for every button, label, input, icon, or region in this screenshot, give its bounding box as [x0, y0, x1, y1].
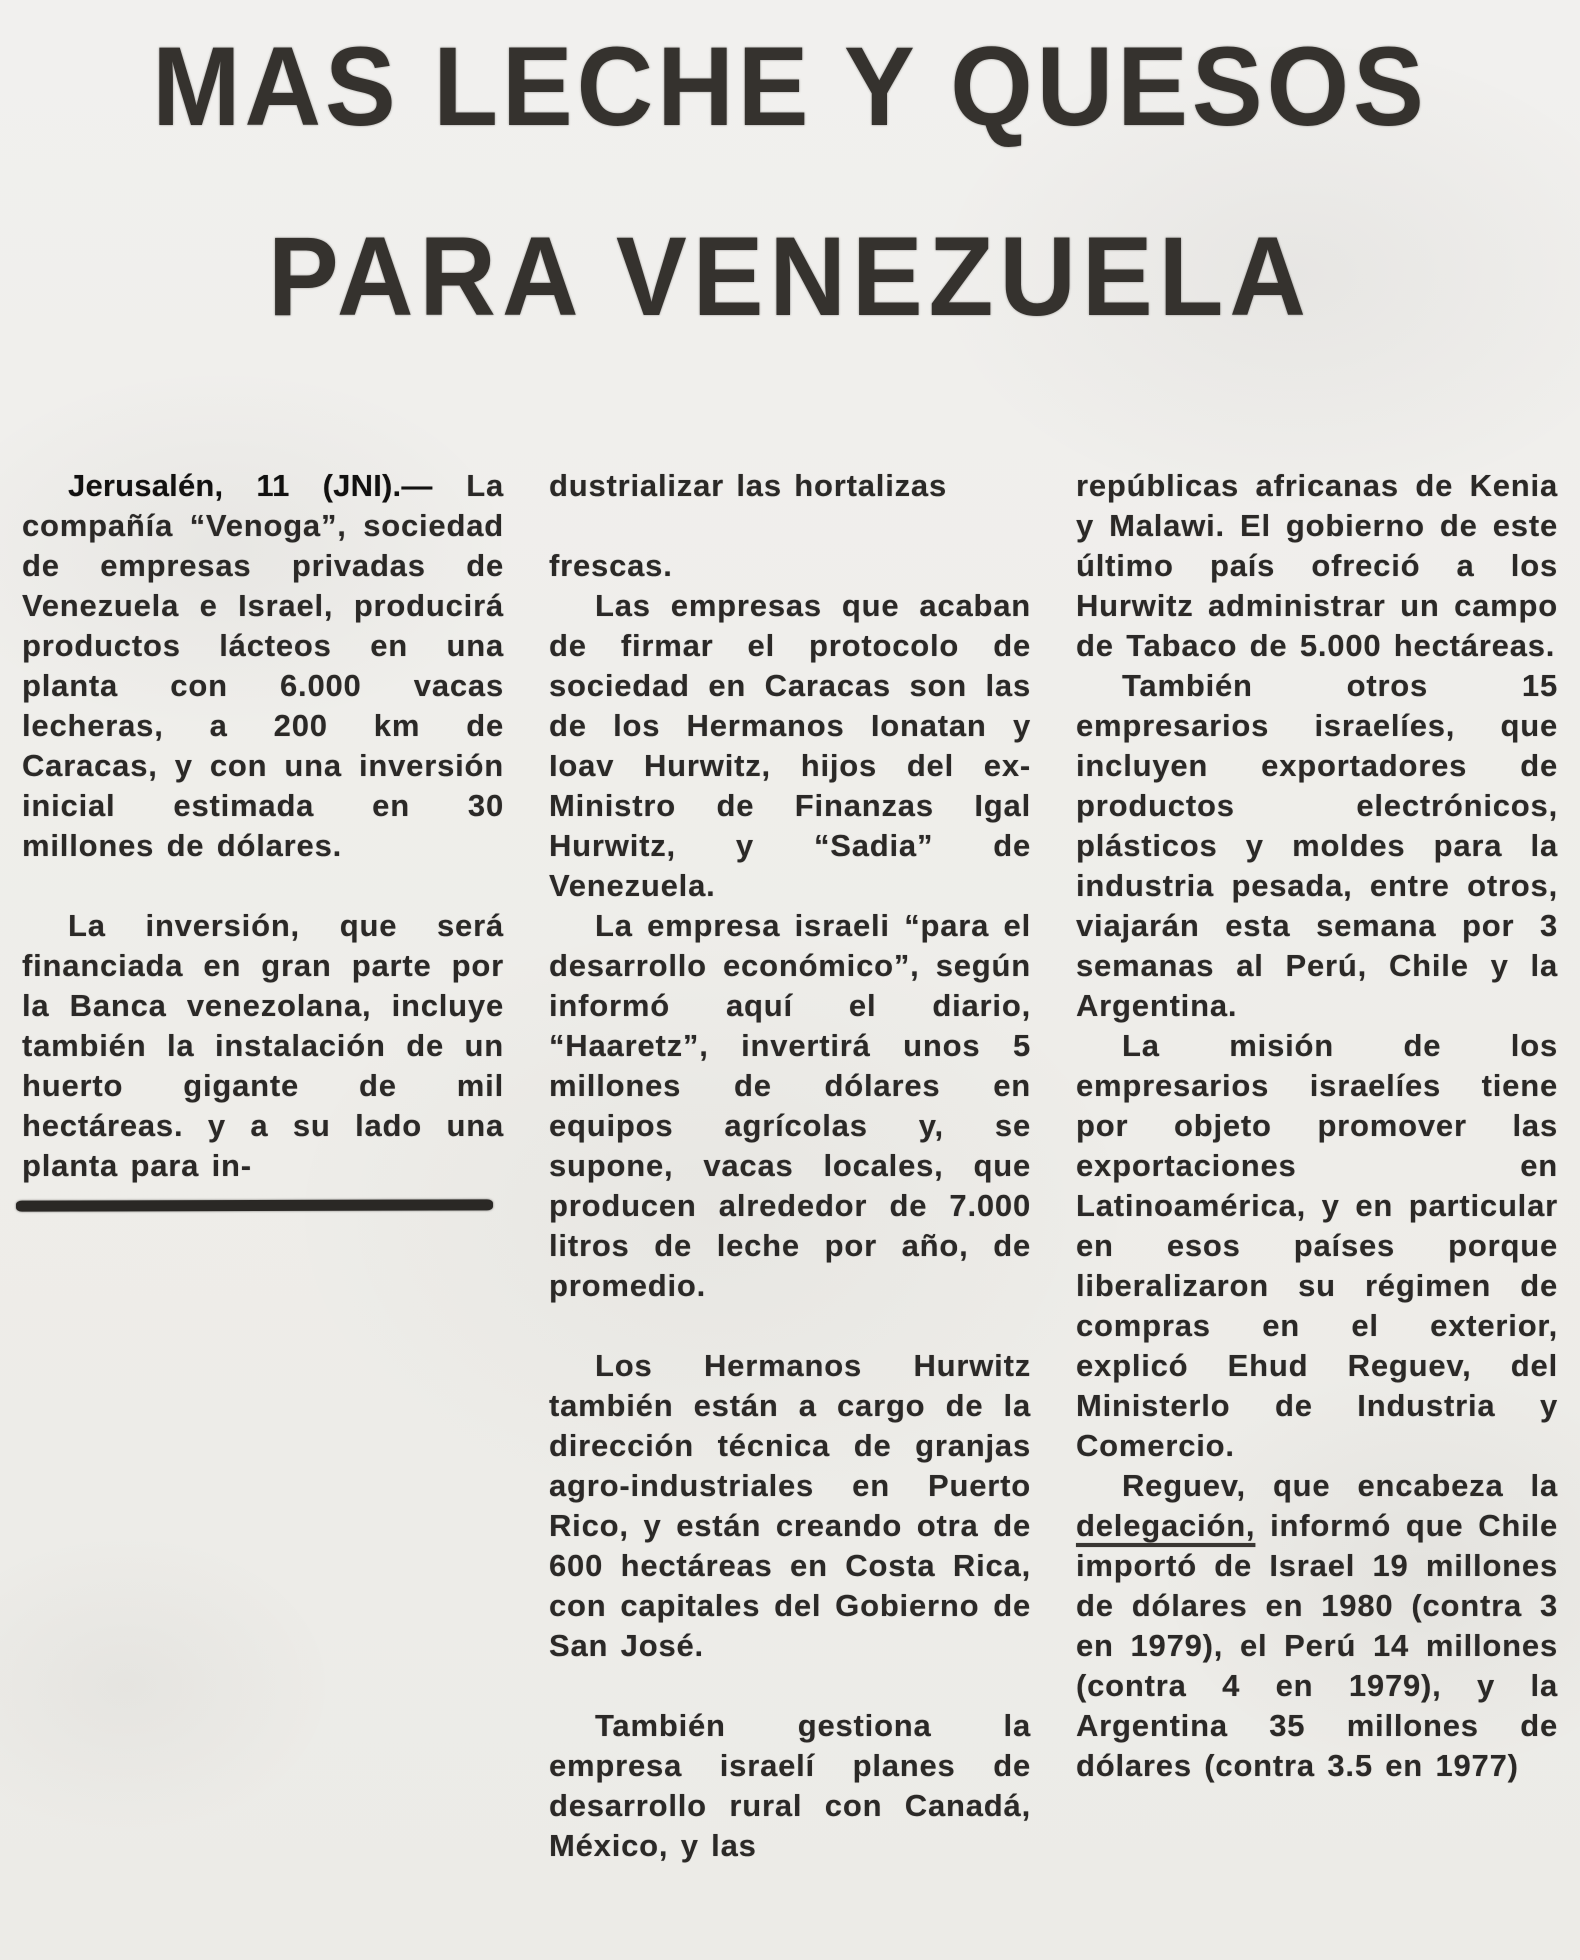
section-rule — [16, 1199, 493, 1211]
article-paragraph: Los Hermanos Hurwitz también están a cargo de la dirección técnica de granjas agro-industriales en Puerto Rico, y están creando otra de 600 hectáreas en Costa Rica, con capitales del Gobierno de San José. — [549, 1348, 1031, 1663]
article-paragraph: La misión de los empresarios israelíes tiene por objeto promover las exportaciones en Latinoamérica, y en particular en esos países porque liberalizaron su régimen de compras en el exterior, explicó Ehud Reguev, del Ministerlo de Industria y Comercio. — [1076, 1028, 1558, 1463]
headline-line-1: MAS LECHE Y QUESOS — [152, 24, 1428, 150]
article-headline — [0, 0, 1580, 340]
underlined-word: delegación, — [1076, 1508, 1256, 1543]
closing-before: Reguev, que encabeza la — [1122, 1468, 1558, 1503]
lead-paragraph — [22, 466, 504, 866]
article-paragraph: dustrializar las hortalizas — [549, 468, 948, 503]
article-paragraph: repúblicas africanas de Kenia y Malawi. El gobierno de este último país ofreció a los Hurwitz administrar un campo de Tabaco de 5.000 hectáreas. — [1076, 468, 1558, 663]
article-body — [0, 466, 1580, 1866]
article-paragraph: También otros 15 empresarios israelíes, que incluyen exportadores de productos electrónicos, plásticos y moldes para la industria pesada, entre otros, viajarán esta semana por 3 semanas al Perú, Chile y la Argentina. — [1076, 668, 1558, 1023]
article-paragraph: La empresa israeli “para el desarrollo económico”, según informó aquí el diario, “Haaretz”, invertirá unos 5 millones de dólares en equipos agrícolas y, se supone, vacas locales, que producen alrededor de 7.000 litros de leche por año, de promedio. — [549, 908, 1031, 1303]
article-paragraph: La inversión, que será financiada en gran parte por la Banca venezolana, incluye también la instalación de un huerto gigante de mil hectáreas. y a su lado una planta para in- — [22, 908, 504, 1183]
closing-after: informó que Chile importó de Israel 19 millones de dólares en 1980 (contra 3 en 1979), el Perú 14 millones (contra 4 en 1979), y la Argentina 35 millones de dólares (contra 3.5 en 1977) — [1076, 1508, 1558, 1783]
article-paragraph: frescas. — [549, 548, 673, 583]
column-3 — [1076, 466, 1558, 1786]
headline-line-2: PARA VENEZUELA — [268, 214, 1312, 340]
lead-paragraph-text: La compañía “Venoga”, sociedad de empresas privadas de Venezuela e Israel, producirá productos lácteos en una planta con 6.000 vacas lecheras, a 200 km de Caracas, y con una inversión inicial estimada en 30 millones de dólares. — [22, 468, 504, 863]
article-paragraph: Las empresas que acaban de firmar el protocolo de sociedad en Caracas son las de los Hermanos Ionatan y Ioav Hurwitz, hijos del ex-Ministro de Finanzas Igal Hurwitz, y “Sadia” de Venezuela. — [549, 588, 1031, 903]
column-2 — [549, 466, 1031, 1866]
article-paragraph: También gestiona la empresa israelí planes de desarrollo rural con Canadá, México, y las — [549, 1708, 1031, 1863]
dateline: Jerusalén, 11 (JNI).— — [68, 468, 433, 503]
closing-paragraph — [1076, 1466, 1558, 1786]
column-1 — [22, 466, 504, 1211]
